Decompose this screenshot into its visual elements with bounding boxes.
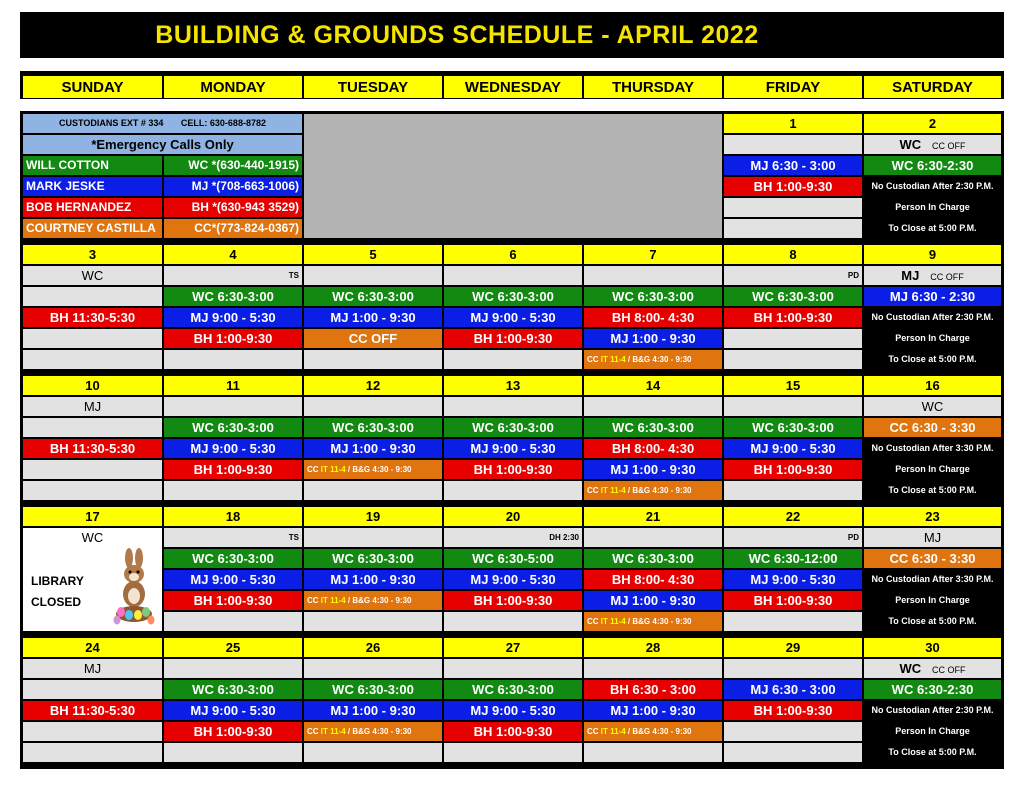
- shift-bh: BH 1:00-9:30: [164, 460, 302, 479]
- date-number: 16: [864, 376, 1001, 395]
- empty-slot: [304, 528, 442, 547]
- empty-slot: [23, 481, 162, 500]
- shift-wc: WC 6:30-5:00: [444, 549, 582, 568]
- date-number: 3: [23, 245, 162, 264]
- person-in-charge-note: Person In Charge: [864, 722, 1001, 741]
- shift-mj: MJ 9:00 - 5:30: [164, 308, 302, 327]
- empty-slot: [164, 481, 302, 500]
- shift-bh: BH 1:00-9:30: [724, 460, 862, 479]
- date-number: 5: [304, 245, 442, 264]
- cc-split-shift: [304, 722, 442, 741]
- date-number: 11: [164, 376, 302, 395]
- shift-mj: MJ 9:00 - 5:30: [164, 439, 302, 458]
- shift-mj: MJ 9:00 - 5:30: [444, 439, 582, 458]
- shift-wc: WC 6:30-3:00: [584, 549, 722, 568]
- cc-it-hours: IT 11-4: [320, 727, 346, 736]
- date-number: 8: [724, 245, 862, 264]
- cc-split-shift: [304, 460, 442, 479]
- date-number: 22: [724, 507, 862, 526]
- cc-split-shift: [584, 612, 722, 631]
- cc-initials: CC: [587, 727, 599, 736]
- empty-slot: [724, 397, 862, 416]
- empty-slot: [23, 418, 162, 437]
- shift-bh: BH 1:00-9:30: [724, 591, 862, 610]
- empty-slot: [23, 329, 162, 348]
- contact-phone: BH *(630-943 3529): [164, 198, 302, 217]
- shift-bh: BH 1:00-9:30: [164, 722, 302, 741]
- staff-note: TS: [164, 266, 302, 285]
- close-time-note: To Close at 5:00 P.M.: [864, 350, 1001, 369]
- cc-it-hours: IT 11-4: [320, 596, 346, 605]
- shift-bh: BH 1:00-9:30: [444, 329, 582, 348]
- cc-bg-hours: B&G 4:30 - 9:30: [352, 465, 412, 474]
- empty-slot: [724, 329, 862, 348]
- shift-bh: BH 8:00- 4:30: [584, 439, 722, 458]
- shift-bh: BH 1:00-9:30: [724, 701, 862, 720]
- date-number: 18: [164, 507, 302, 526]
- shift-mj: MJ 1:00 - 9:30: [304, 308, 442, 327]
- staff-note: TS: [164, 528, 302, 547]
- cc-it-hours: IT 11-4: [600, 486, 626, 495]
- contact-name: COURTNEY CASTILLA: [23, 219, 162, 238]
- cc-initials: CC: [587, 486, 599, 495]
- on-call-label: [864, 659, 1001, 678]
- cc-bg-hours: B&G 4:30 - 9:30: [632, 355, 692, 364]
- cc-off-note: CC OFF: [930, 272, 964, 282]
- date-number: 12: [304, 376, 442, 395]
- close-time-note: To Close at 5:00 P.M.: [864, 219, 1001, 238]
- empty-slot: [444, 743, 582, 762]
- shift-bh: BH 1:00-9:30: [724, 177, 862, 196]
- staff-note: PD: [724, 528, 862, 547]
- date-number: 10: [23, 376, 162, 395]
- cc-off-note: CC OFF: [932, 141, 966, 151]
- on-call-label: MJ: [23, 659, 162, 678]
- shift-mj: MJ 9:00 - 5:30: [444, 701, 582, 720]
- shift-wc: WC 6:30-3:00: [164, 680, 302, 699]
- on-call-label: [864, 266, 1001, 285]
- date-number: 19: [304, 507, 442, 526]
- shift-mj: MJ 9:00 - 5:30: [444, 308, 582, 327]
- on-call-label: [864, 135, 1001, 154]
- on-call-initials: WC: [899, 661, 922, 676]
- date-number: 13: [444, 376, 582, 395]
- cc-bg-hours: B&G 4:30 - 9:30: [632, 617, 692, 626]
- contact-phone: WC *(630-440-1915): [164, 156, 302, 175]
- shift-bh: BH 6:30 - 3:00: [584, 680, 722, 699]
- library-label: LIBRARY: [31, 574, 84, 588]
- cc-initials: CC: [587, 355, 599, 364]
- shift-mj: MJ 1:00 - 9:30: [304, 701, 442, 720]
- shift-bh: BH 1:00-9:30: [164, 329, 302, 348]
- no-custodian-note: No Custodian After 2:30 P.M.: [864, 177, 1001, 196]
- cc-bg-hours: B&G 4:30 - 9:30: [632, 727, 692, 736]
- title-bar: [20, 12, 1004, 58]
- shift-mj: MJ 1:00 - 9:30: [304, 439, 442, 458]
- contact-name: MARK JESKE: [23, 177, 162, 196]
- on-call-label: WC: [23, 266, 162, 285]
- empty-slot: [444, 481, 582, 500]
- shift-wc: WC 6:30-3:00: [584, 418, 722, 437]
- weekday-sunday: SUNDAY: [22, 75, 163, 99]
- shift-mj: MJ 1:00 - 9:30: [584, 591, 722, 610]
- person-in-charge-note: Person In Charge: [864, 460, 1001, 479]
- empty-slot: [23, 743, 162, 762]
- shift-bh: BH 11:30-5:30: [23, 701, 162, 720]
- library-closed-box: [23, 528, 162, 631]
- close-time-note: To Close at 5:00 P.M.: [864, 612, 1001, 631]
- cc-initials: CC: [307, 727, 319, 736]
- date-number: 29: [724, 638, 862, 657]
- shift-mj: MJ 9:00 - 5:30: [724, 570, 862, 589]
- shift-wc: WC 6:30-3:00: [724, 287, 862, 306]
- date-number: 20: [444, 507, 582, 526]
- weekday-monday: MONDAY: [163, 75, 303, 99]
- empty-slot: [724, 219, 862, 238]
- cc-initials: CC: [307, 596, 319, 605]
- on-call-label: MJ: [23, 397, 162, 416]
- person-in-charge-note: Person In Charge: [864, 591, 1001, 610]
- date-number: 2: [864, 114, 1001, 133]
- weekday-friday: FRIDAY: [723, 75, 863, 99]
- shift-wc: WC 6:30-3:00: [444, 287, 582, 306]
- cc-split-shift: [304, 591, 442, 610]
- date-number: 26: [304, 638, 442, 657]
- empty-slot: [304, 350, 442, 369]
- date-number: 15: [724, 376, 862, 395]
- contact-header: [23, 114, 302, 133]
- empty-slot: [164, 350, 302, 369]
- empty-slot: [724, 350, 862, 369]
- empty-slot: [23, 350, 162, 369]
- weekday-thursday: THURSDAY: [583, 75, 723, 99]
- empty-slot: [584, 528, 722, 547]
- emergency-note: *Emergency Calls Only: [23, 135, 302, 154]
- weekday-tuesday: TUESDAY: [303, 75, 443, 99]
- empty-slot: [724, 722, 862, 741]
- person-in-charge-note: Person In Charge: [864, 198, 1001, 217]
- calendar-grid: [20, 111, 1004, 769]
- shift-mj: MJ 6:30 - 2:30: [864, 287, 1001, 306]
- no-custodian-note: No Custodian After 2:30 P.M.: [864, 701, 1001, 720]
- empty-slot: [584, 743, 722, 762]
- cc-it-hours: IT 11-4: [320, 465, 346, 474]
- empty-slot: [304, 481, 442, 500]
- empty-slot: [23, 722, 162, 741]
- date-number: 21: [584, 507, 722, 526]
- shift-bh: BH 8:00- 4:30: [584, 570, 722, 589]
- empty-slot: [444, 612, 582, 631]
- shift-wc: WC 6:30-3:00: [304, 418, 442, 437]
- custodian-cell-number: CELL: 630-688-8782: [180, 118, 266, 128]
- date-number: 25: [164, 638, 302, 657]
- cc-separator: /: [345, 465, 353, 474]
- cc-separator: /: [625, 617, 633, 626]
- closed-label: CLOSED: [31, 595, 82, 609]
- blank-days-block: [304, 114, 722, 238]
- shift-bh: BH 1:00-9:30: [164, 591, 302, 610]
- on-call-initials: MJ: [901, 268, 920, 283]
- shift-wc: WC 6:30-3:00: [444, 680, 582, 699]
- on-call-label: WC: [81, 530, 104, 545]
- date-number: 9: [864, 245, 1001, 264]
- shift-wc: WC 6:30-3:00: [724, 418, 862, 437]
- cc-separator: /: [625, 486, 633, 495]
- empty-slot: [304, 612, 442, 631]
- cc-split-shift: [584, 350, 722, 369]
- shift-wc: WC 6:30-3:00: [164, 418, 302, 437]
- shift-wc: WC 6:30-3:00: [304, 680, 442, 699]
- empty-slot: [444, 397, 582, 416]
- contact-name: BOB HERNANDEZ: [23, 198, 162, 217]
- on-call-label: MJ: [864, 528, 1001, 547]
- shift-mj: MJ 6:30 - 3:00: [724, 680, 862, 699]
- cc-off-note: CC OFF: [932, 665, 966, 675]
- custodian-extension: CUSTODIANS EXT # 334: [59, 118, 164, 128]
- shift-wc: WC 6:30-2:30: [864, 680, 1001, 699]
- empty-slot: [164, 612, 302, 631]
- weekday-header: [20, 71, 1004, 99]
- cc-separator: /: [625, 727, 633, 736]
- empty-slot: [724, 481, 862, 500]
- empty-slot: [724, 135, 862, 154]
- empty-slot: [724, 198, 862, 217]
- date-number: 24: [23, 638, 162, 657]
- cc-it-hours: IT 11-4: [600, 355, 626, 364]
- empty-slot: [164, 743, 302, 762]
- date-number: 27: [444, 638, 582, 657]
- shift-bh: BH 1:00-9:30: [444, 460, 582, 479]
- page-title: BUILDING & GROUNDS SCHEDULE - APRIL 2022: [155, 21, 759, 49]
- shift-mj: MJ 1:00 - 9:30: [584, 701, 722, 720]
- empty-slot: [584, 266, 722, 285]
- close-time-note: To Close at 5:00 P.M.: [864, 481, 1001, 500]
- on-call-label: WC: [864, 397, 1001, 416]
- no-custodian-note: No Custodian After 2:30 P.M.: [864, 308, 1001, 327]
- cc-bg-hours: B&G 4:30 - 9:30: [352, 596, 412, 605]
- shift-mj: MJ 1:00 - 9:30: [584, 460, 722, 479]
- cc-bg-hours: B&G 4:30 - 9:30: [632, 486, 692, 495]
- no-custodian-note: No Custodian After 3:30 P.M.: [864, 439, 1001, 458]
- shift-bh: BH 1:00-9:30: [724, 308, 862, 327]
- date-number: 7: [584, 245, 722, 264]
- shift-bh: BH 11:30-5:30: [23, 308, 162, 327]
- cc-it-hours: IT 11-4: [600, 617, 626, 626]
- empty-slot: [304, 743, 442, 762]
- empty-slot: [164, 397, 302, 416]
- shift-mj: MJ 6:30 - 3:00: [724, 156, 862, 175]
- empty-slot: [23, 460, 162, 479]
- date-number: 30: [864, 638, 1001, 657]
- weekday-wednesday: WEDNESDAY: [443, 75, 583, 99]
- empty-slot: [724, 612, 862, 631]
- cc-bg-hours: B&G 4:30 - 9:30: [352, 727, 412, 736]
- shift-wc: WC 6:30-12:00: [724, 549, 862, 568]
- shift-mj: MJ 9:00 - 5:30: [164, 701, 302, 720]
- shift-cc: CC 6:30 - 3:30: [864, 549, 1001, 568]
- empty-slot: [584, 397, 722, 416]
- close-time-note: To Close at 5:00 P.M.: [864, 743, 1001, 762]
- cc-it-hours: IT 11-4: [600, 727, 626, 736]
- shift-wc: WC 6:30-3:00: [304, 287, 442, 306]
- no-custodian-note: No Custodian After 3:30 P.M.: [864, 570, 1001, 589]
- date-number: 17: [23, 507, 162, 526]
- shift-wc: WC 6:30-3:00: [164, 549, 302, 568]
- cc-off-badge: CC OFF: [304, 329, 442, 348]
- date-number: 14: [584, 376, 722, 395]
- contact-phone: CC*(773-824-0367): [164, 219, 302, 238]
- shift-bh: BH 11:30-5:30: [23, 439, 162, 458]
- shift-cc: CC 6:30 - 3:30: [864, 418, 1001, 437]
- shift-bh: BH 8:00- 4:30: [584, 308, 722, 327]
- empty-slot: [23, 287, 162, 306]
- shift-mj: MJ 1:00 - 9:30: [584, 329, 722, 348]
- shift-wc: WC 6:30-3:00: [444, 418, 582, 437]
- cc-separator: /: [625, 355, 633, 364]
- person-in-charge-note: Person In Charge: [864, 329, 1001, 348]
- empty-slot: [23, 680, 162, 699]
- cc-separator: /: [345, 596, 353, 605]
- shift-wc: WC 6:30-2:30: [864, 156, 1001, 175]
- empty-slot: [724, 743, 862, 762]
- shift-bh: BH 1:00-9:30: [444, 591, 582, 610]
- easter-bunny-icon: [109, 548, 159, 628]
- date-number: 4: [164, 245, 302, 264]
- empty-slot: [164, 659, 302, 678]
- shift-wc: WC 6:30-3:00: [304, 549, 442, 568]
- cc-initials: CC: [307, 465, 319, 474]
- date-number: 6: [444, 245, 582, 264]
- shift-wc: WC 6:30-3:00: [164, 287, 302, 306]
- shift-wc: WC 6:30-3:00: [584, 287, 722, 306]
- empty-slot: [724, 659, 862, 678]
- cc-separator: /: [345, 727, 353, 736]
- empty-slot: [444, 266, 582, 285]
- date-number: 28: [584, 638, 722, 657]
- cc-split-shift: [584, 481, 722, 500]
- empty-slot: [444, 350, 582, 369]
- shift-mj: MJ 9:00 - 5:30: [164, 570, 302, 589]
- shift-mj: MJ 1:00 - 9:30: [304, 570, 442, 589]
- cc-initials: CC: [587, 617, 599, 626]
- cc-split-shift: [584, 722, 722, 741]
- shift-bh: BH 1:00-9:30: [444, 722, 582, 741]
- weekday-saturday: SATURDAY: [863, 75, 1002, 99]
- empty-slot: [304, 659, 442, 678]
- contact-phone: MJ *(708-663-1006): [164, 177, 302, 196]
- staff-note: PD: [724, 266, 862, 285]
- empty-slot: [304, 397, 442, 416]
- date-number: 1: [724, 114, 862, 133]
- on-call-initials: WC: [899, 137, 922, 152]
- empty-slot: [584, 659, 722, 678]
- shift-mj: MJ 9:00 - 5:30: [444, 570, 582, 589]
- staff-note: DH 2:30: [444, 528, 582, 547]
- contact-name: WILL COTTON: [23, 156, 162, 175]
- empty-slot: [304, 266, 442, 285]
- empty-slot: [444, 659, 582, 678]
- date-number: 23: [864, 507, 1001, 526]
- shift-mj: MJ 9:00 - 5:30: [724, 439, 862, 458]
